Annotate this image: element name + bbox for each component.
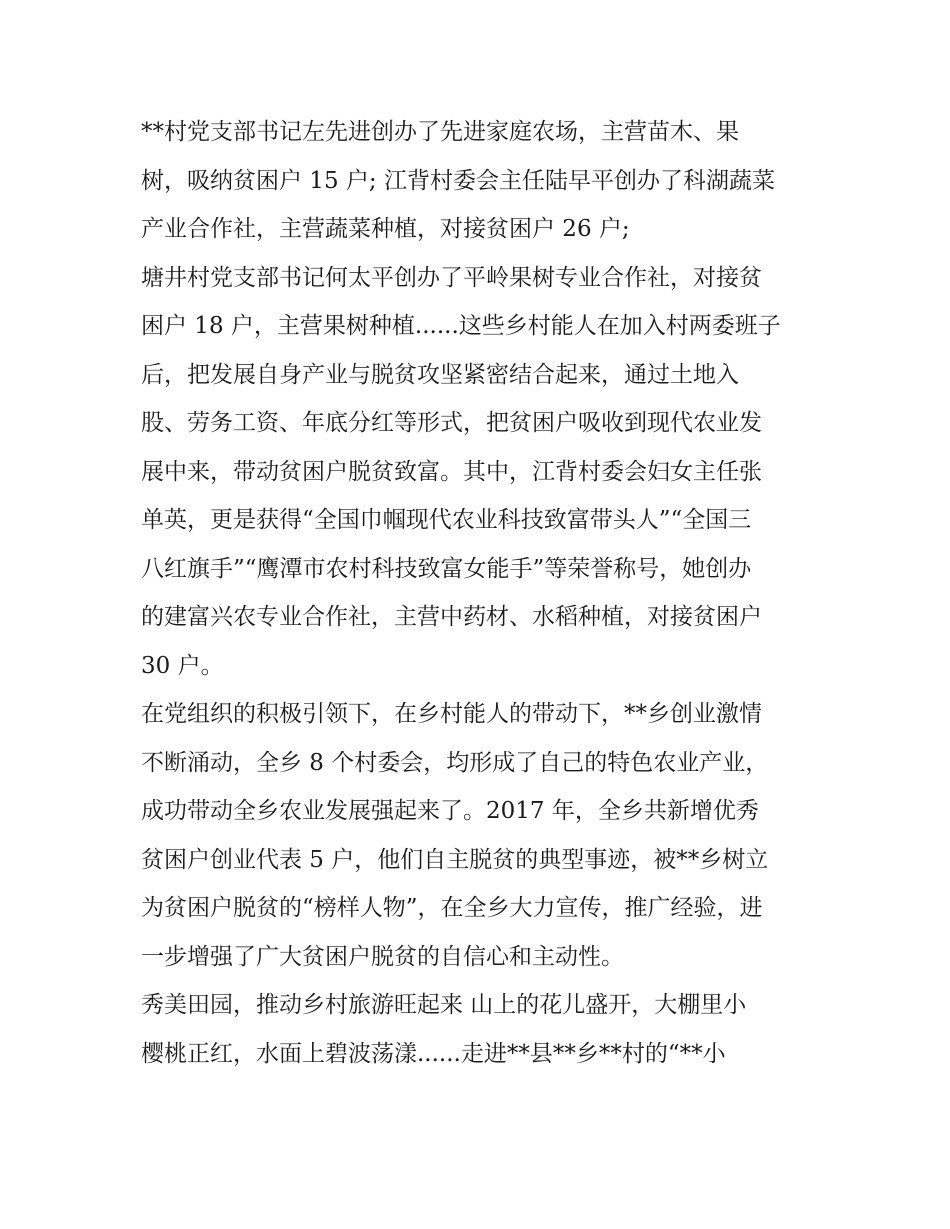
- text-line: 贫困户创业代表 5 户，他们自主脱贫的典型事迹，被**乡树立: [141, 846, 769, 873]
- text-line: 樱桃正红，水面上碧波荡漾......走进**县**乡**村的“**小: [141, 1040, 726, 1067]
- text-line: 秀美田园，推动乡村旅游旺起来 山上的花儿盛开，大棚里小: [141, 992, 747, 1018]
- text-line: 成功带动全乡农业发展强起来了。2017 年，全乡共新增优秀: [141, 798, 759, 824]
- text-line: 后，把发展自身产业与脱贫攻坚紧密结合起来，通过土地入: [141, 361, 739, 388]
- text-line: 八红旗手”“鹰潭市农村科技致富女能手”等荣誉称号，她创办: [141, 555, 752, 582]
- text-line: 展中来，带动贫困户脱贫致富。其中，江背村委会妇女主任张: [141, 458, 762, 485]
- text-line: 不断涌动，全乡 8 个村委会，均形成了自己的特色农业产业，: [141, 749, 769, 776]
- text-line: 的建富兴农专业合作社，主营中药材、水稻种植，对接贫困户: [141, 604, 762, 630]
- text-line: 塘井村党支部书记何太平创办了平岭果树专业合作社，对接贫: [141, 264, 762, 291]
- text-line: 树，吸纳贫困户 15 户; 江背村委会主任陆早平创办了科湖蔬菜: [141, 167, 775, 194]
- text-line: 单英，更是获得“全国巾帼现代农业科技致富带头人”“全国三: [141, 507, 752, 533]
- text-line: 在党组织的积极引领下，在乡村能人的带动下，**乡创业激情: [141, 701, 762, 727]
- text-line: 30 户。: [141, 652, 224, 679]
- body-text: [141, 108, 816, 1078]
- text-line: 产业合作社，主营蔬菜种植，对接贫困户 26 户;: [141, 216, 630, 242]
- text-line: 困户 18 户，主营果树种植......这些乡村能人在加入村两委班子: [141, 313, 781, 339]
- text-line: 一步增强了广大贫困户脱贫的自信心和主动性。: [141, 943, 624, 970]
- text-line: 为贫困户脱贫的“榜样人物”，在全乡大力宣传，推广经验，进: [141, 895, 763, 921]
- text-line: 股、劳务工资、年底分红等形式，把贫困户吸收到现代农业发: [141, 410, 762, 436]
- text-line: **村党支部书记左先进创办了先进家庭农场，主营苗木、果: [141, 119, 739, 145]
